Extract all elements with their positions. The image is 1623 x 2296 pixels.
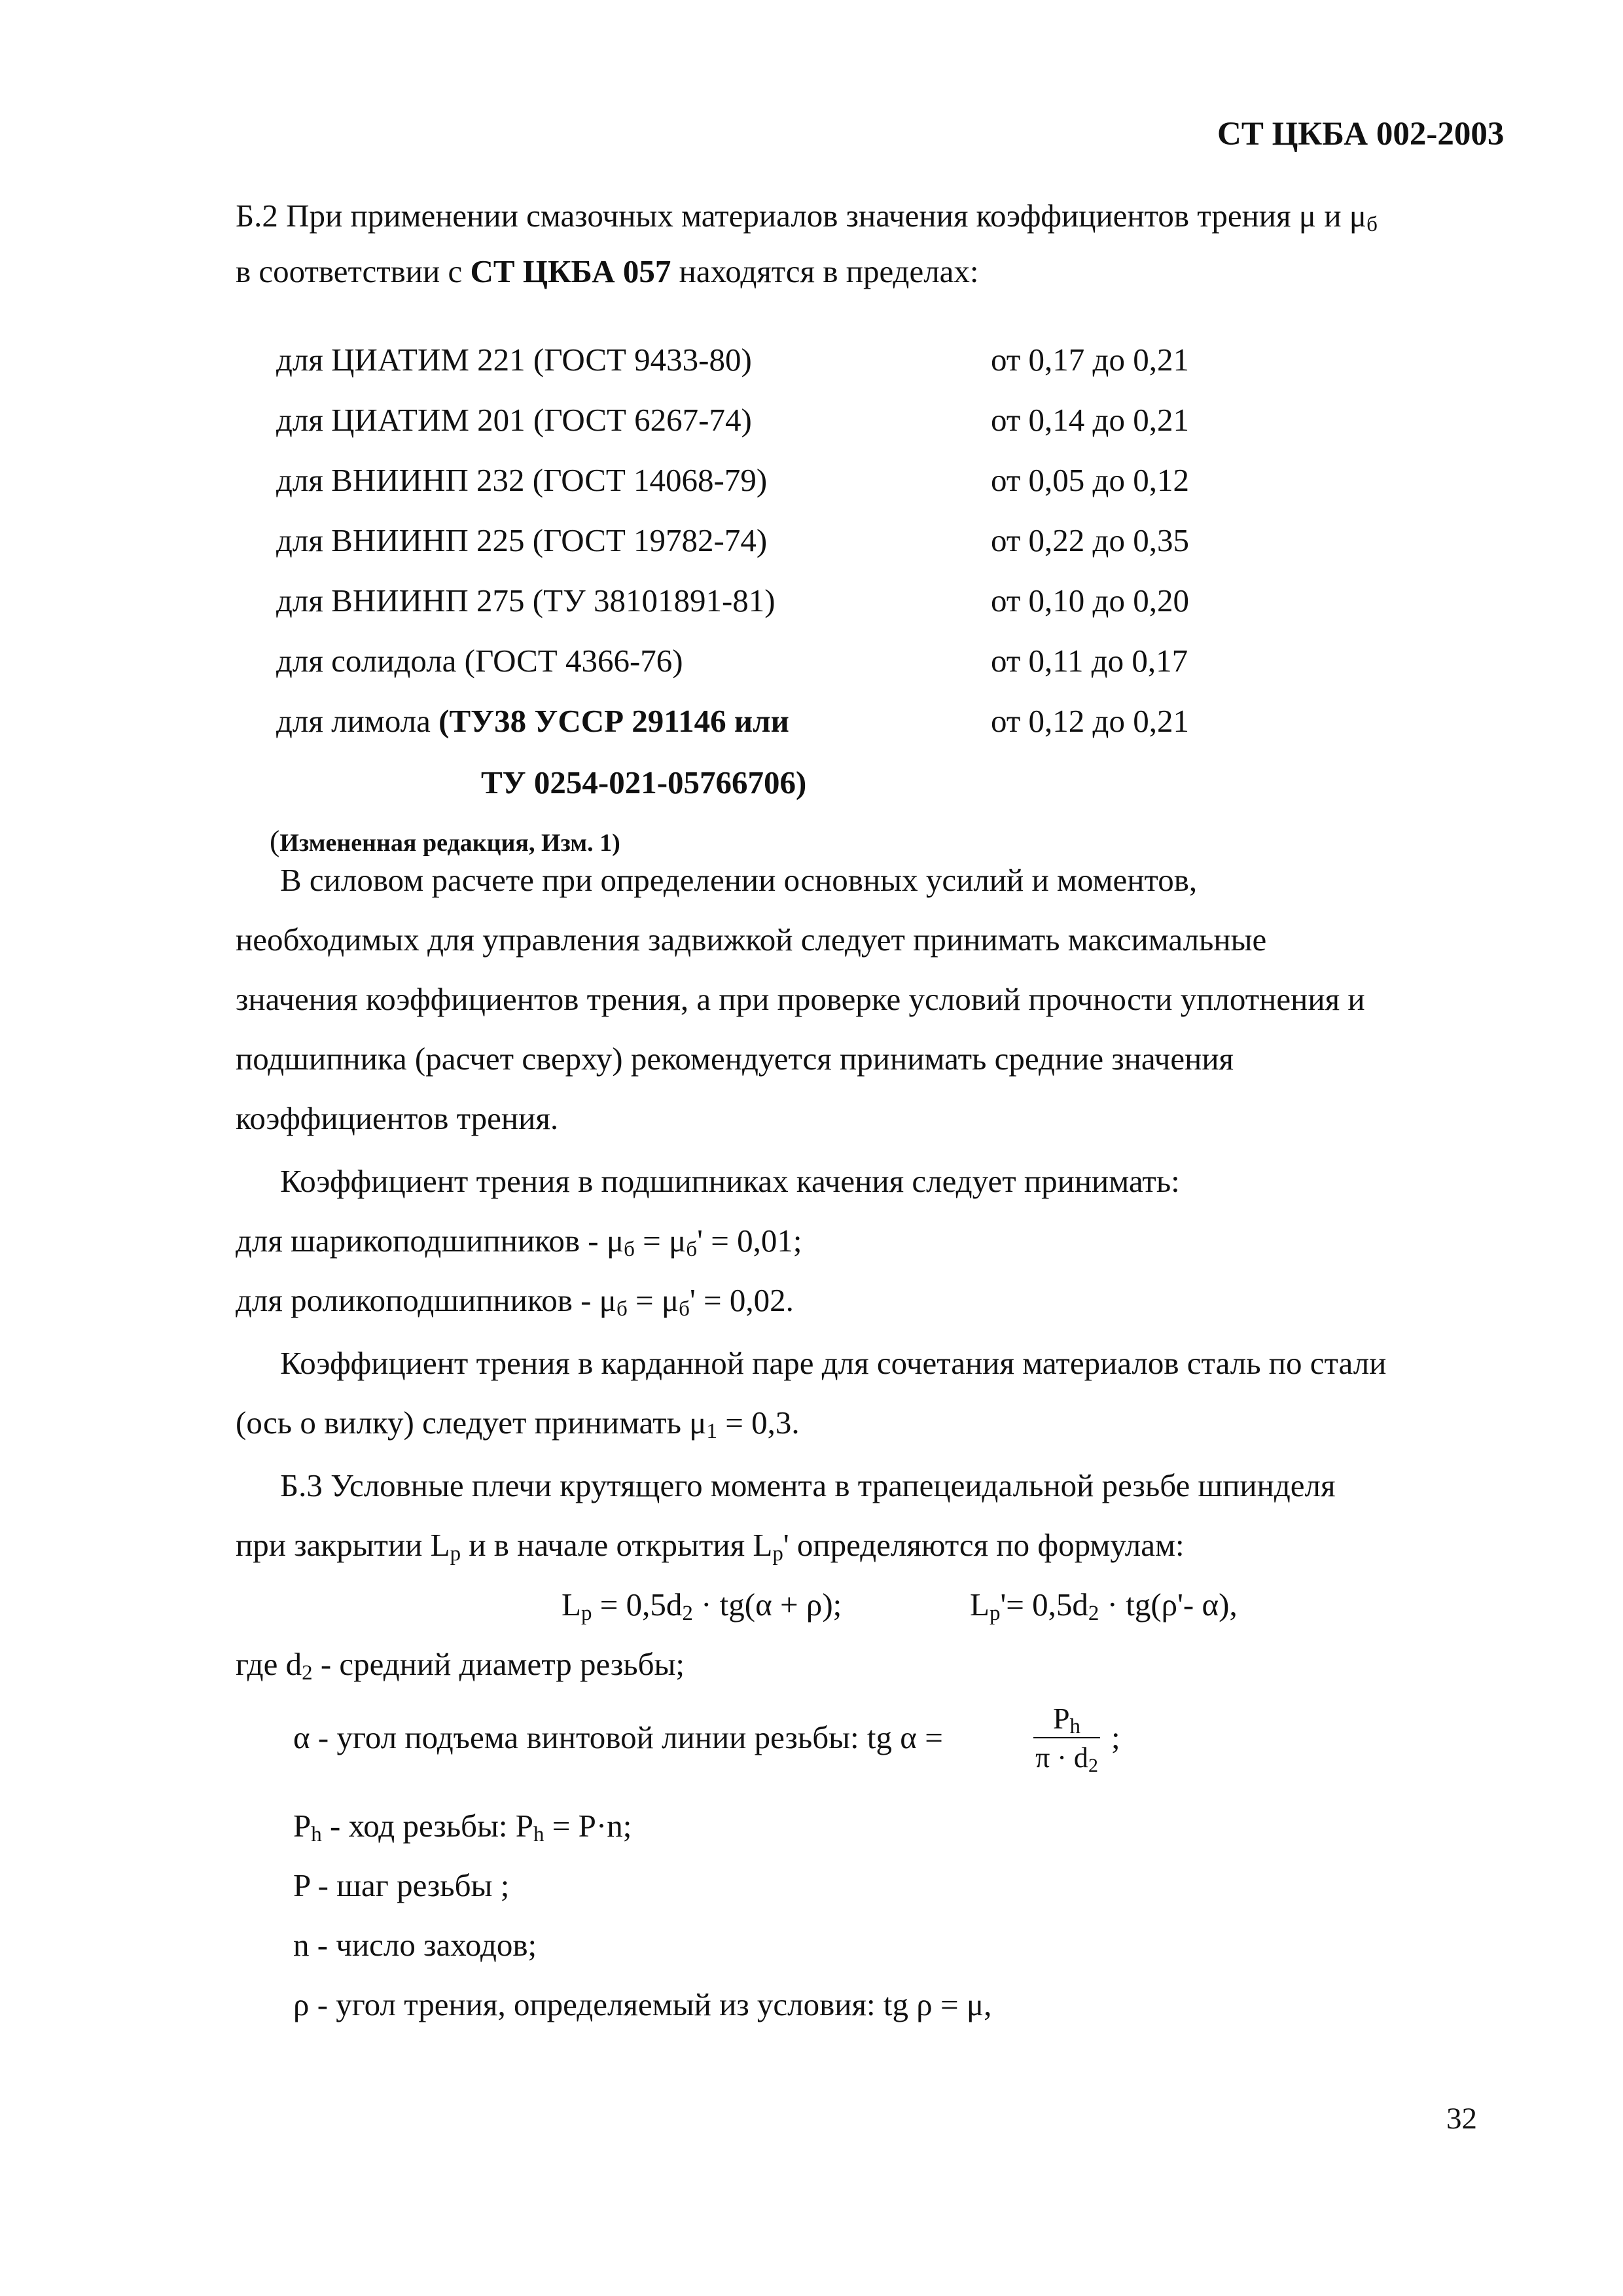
cardan-line2 [236,1403,800,1443]
lubricant-name: для ВНИИНП 225 (ГОСТ 19782-74) [276,522,768,558]
ball-bearing-line [236,1221,802,1261]
sub-p: p [989,1602,1001,1625]
ball-pre: для шарикоподшипников - μ [236,1223,624,1259]
definition-d2 [236,1645,685,1684]
paragraph-line: коэффициентов трения. [236,1100,559,1136]
f1-b: = 0,5d [592,1587,683,1623]
fraction-denominator [1031,1740,1103,1776]
limol-standard-cont: ТУ 0254-021-05766706) [481,764,807,800]
ph-b: - ход резьбы: P [321,1808,534,1844]
sub-p: p [450,1542,461,1566]
lubricant-range: от 0,12 до 0,21 [991,703,1189,739]
alpha-semicolon: ; [1111,1719,1120,1755]
b3-a: при закрытии L [236,1527,450,1563]
fraction-numerator [1031,1702,1103,1736]
definition-n: n - число заходов; [293,1927,537,1963]
sub-h: h [533,1823,544,1846]
ball-post: ' = 0,01; [697,1223,802,1259]
alpha-fraction [1031,1702,1103,1776]
lubricant-range: от 0,05 до 0,12 [991,462,1189,498]
sub-2: 2 [1088,1755,1098,1776]
d2-pre: где d [236,1646,302,1682]
roller-mid: = μ [627,1282,679,1318]
ph-a: P [293,1808,312,1844]
edit-note-text: Измененная редакция, Изм. 1) [279,829,620,857]
section-b2-text: Б.2 При применении смазочных материалов значения коэффициентов трения μ и μ [236,198,1367,234]
sub-2: 2 [682,1602,693,1625]
lubricant-range: от 0,11 до 0,17 [991,643,1188,679]
f2-b: '= 0,5d [1000,1587,1088,1623]
sub-b: б [686,1238,698,1261]
section-b3-line1: Б.3 Условные плечи крутящего момента в трапецеидальной резьбе шпинделя [280,1467,1336,1503]
edit-note-paren: ( [270,824,280,857]
mu-b-subscript: б [1366,213,1378,236]
doc-header: СТ ЦКБА 002-2003 [1217,116,1505,152]
paragraph-line: подшипника (расчет сверху) рекомендуется принимать средние значения [236,1041,1234,1077]
section-b2-line1 [236,196,1378,236]
lubricant-name [276,702,789,741]
limol-standard: (ТУ38 УССР 291146 или [438,703,789,739]
ball-mid: = μ [634,1223,687,1259]
roller-post: ' = 0,02. [689,1282,794,1318]
section-b2-line2-pre: в соответствии с [236,253,471,289]
roller-bearing-line [236,1281,794,1320]
sub-h: h [1069,1715,1081,1738]
section-b2-line2 [236,252,979,291]
lubricant-name: для солидола (ГОСТ 4366-76) [276,643,683,679]
sub-h: h [311,1823,322,1846]
b3-c: ' определяются по формулам: [783,1527,1185,1563]
f2-c: · tg(ρ'- α), [1099,1587,1238,1623]
fraction-bar [1033,1737,1100,1738]
lubricant-name: для ЦИАТИМ 221 (ГОСТ 9433-80) [276,342,752,378]
lubricant-range: от 0,17 до 0,21 [991,342,1189,378]
section-b3-line2 [236,1526,1185,1565]
f1-a: L [562,1587,581,1623]
lubricant-range: от 0,22 до 0,35 [991,522,1189,558]
lubricant-range: от 0,10 до 0,20 [991,583,1189,619]
formula-lp-prime [970,1585,1238,1624]
definition-ph [293,1806,632,1846]
standard-ref: СТ ЦКБА 057 [470,253,671,289]
sub-2: 2 [1088,1602,1099,1625]
lubricant-range: от 0,14 до 0,21 [991,402,1189,438]
sub-b: б [624,1238,635,1261]
d2-post: - средний диаметр резьбы; [312,1646,685,1682]
paragraph-line: В силовом расчете при определении основных усилий и моментов, [280,862,1198,898]
sub-2: 2 [302,1661,313,1685]
cardan-post: = 0,3. [717,1405,800,1441]
f1-c: · tg(α + ρ); [692,1587,842,1623]
cardan-pre: (ось о вилку) следует принимать μ [236,1405,707,1441]
cardan-line1: Коэффициент трения в карданной паре для сочетания материалов сталь по стали [280,1345,1387,1381]
definition-rho: ρ - угол трения, определяемый из условия: tg ρ = μ, [293,1986,992,2022]
frac-den: π · d [1035,1742,1088,1774]
sub-b: б [679,1297,690,1321]
lubricant-name: для ВНИИНП 275 (ТУ 38101891-81) [276,583,776,619]
sub-p: p [580,1602,592,1625]
b3-b: и в начале открытия L [461,1527,773,1563]
paragraph-line: значения коэффициентов трения, а при проверке условий прочности уплотнения и [236,981,1365,1017]
definition-alpha: α - угол подъема винтовой линии резьбы: tg α = [293,1719,943,1755]
ph-c: = P·n; [544,1808,632,1844]
sub-b: б [616,1297,628,1321]
sub-1: 1 [706,1420,717,1443]
definition-p: P - шаг резьбы ; [293,1867,510,1903]
lubricant-name: для ВНИИНП 232 (ГОСТ 14068-79) [276,462,768,498]
roller-pre: для роликоподшипников - μ [236,1282,616,1318]
paragraph-line: необходимых для управления задвижкой следует принимать максимальные [236,922,1267,958]
sub-p: p [772,1542,783,1566]
limol-name-pre: для лимола [276,703,439,739]
formula-lp [562,1585,842,1624]
page-number: 32 [1446,2102,1477,2136]
edit-note [270,823,620,858]
rolling-intro: Коэффициент трения в подшипниках качения следует принимать: [280,1163,1180,1199]
section-b2-line2-post: находятся в пределах: [671,253,979,289]
lubricant-name: для ЦИАТИМ 201 (ГОСТ 6267-74) [276,402,752,438]
frac-num: P [1052,1702,1070,1735]
f2-a: L [970,1587,990,1623]
